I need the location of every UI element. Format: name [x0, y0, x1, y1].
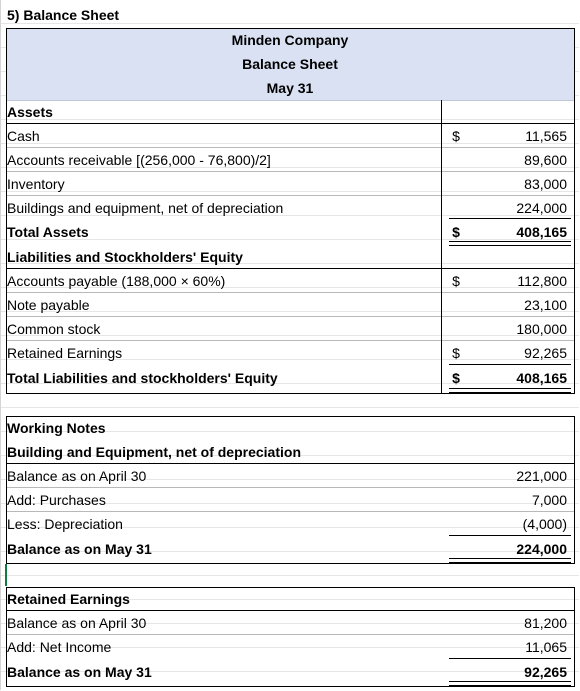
dollar-sign: $ — [452, 224, 460, 240]
section-divider — [6, 268, 574, 269]
row-value: (4,000) — [522, 516, 567, 532]
table-border-top — [6, 28, 574, 29]
table-row[interactable] — [1, 124, 579, 148]
row-label: Cash — [7, 128, 40, 144]
total-liabilities-row[interactable] — [1, 366, 579, 390]
column-divider — [441, 100, 442, 393]
row-value: 11,565 — [525, 128, 567, 144]
row-label: Accounts payable (188,000 × 60%) — [7, 273, 226, 289]
table-row[interactable] — [1, 317, 579, 341]
row-value: 81,200 — [524, 615, 567, 631]
row-value: 83,000 — [524, 176, 567, 192]
working-notes-header: Working Notes — [7, 420, 106, 436]
notes-border-right — [574, 416, 575, 564]
table-row[interactable] — [1, 269, 579, 293]
notes-border-left — [6, 416, 7, 564]
liabilities-header-row[interactable] — [1, 245, 579, 269]
notes-border-top — [6, 416, 574, 417]
assets-header: Assets — [7, 104, 53, 120]
building-header-row[interactable] — [1, 440, 579, 464]
subtotal-underline — [449, 535, 571, 536]
total-value: 224,000 — [516, 541, 567, 557]
total-label: Balance as on May 31 — [7, 664, 152, 680]
dollar-sign: $ — [452, 128, 460, 144]
retained-border-bottom — [6, 686, 574, 687]
row-label: Inventory — [7, 176, 65, 192]
notes-header-divider — [6, 463, 574, 464]
retained-header-row[interactable] — [1, 587, 579, 611]
dollar-sign: $ — [452, 370, 460, 386]
statement-date[interactable]: May 31 — [6, 76, 574, 101]
table-row[interactable] — [1, 488, 579, 512]
sheet-heading: 5) Balance Sheet — [7, 7, 120, 23]
total-value: 408,165 — [516, 370, 567, 386]
row-value: 180,000 — [516, 321, 567, 337]
liabilities-header: Liabilities and Stockholders' Equity — [7, 249, 243, 265]
subtotal-underline — [449, 364, 571, 365]
table-row[interactable] — [1, 341, 579, 365]
retained-header-divider — [6, 610, 574, 611]
dollar-sign: $ — [452, 345, 460, 361]
table-row[interactable] — [1, 635, 579, 659]
subtotal-underline — [449, 218, 571, 219]
active-cell-marker — [5, 564, 7, 586]
table-row[interactable] — [1, 148, 579, 172]
sheet-heading-row[interactable] — [1, 3, 579, 27]
building-header: Building and Equipment, net of depreciation — [7, 444, 301, 460]
total-label: Balance as on May 31 — [7, 541, 152, 557]
total-value: 408,165 — [516, 224, 567, 240]
retained-header: Retained Earnings — [7, 591, 130, 607]
company-name[interactable]: Minden Company — [6, 28, 574, 53]
dollar-sign: $ — [452, 273, 460, 289]
row-label: Add: Net Income — [7, 639, 112, 655]
assets-header-row[interactable] — [1, 100, 579, 124]
row-label: Retained Earnings — [7, 345, 123, 361]
row-label: Less: Depreciation — [7, 516, 123, 532]
row-value: 23,100 — [524, 297, 567, 313]
statement-title[interactable]: Balance Sheet — [6, 52, 574, 77]
table-row[interactable] — [1, 293, 579, 317]
header-divider — [6, 123, 574, 124]
retained-border-left — [6, 587, 7, 687]
table-row[interactable] — [1, 512, 579, 536]
row-value: 7,000 — [531, 492, 567, 508]
row-value: 112,800 — [517, 273, 567, 289]
notes-border-bottom — [6, 563, 574, 564]
total-label: Total Assets — [7, 224, 89, 240]
retained-border-top — [6, 587, 574, 588]
table-row[interactable] — [1, 464, 579, 488]
retained-border-right — [574, 587, 575, 687]
subtotal-underline — [449, 658, 571, 659]
row-label: Accounts receivable [(256,000 - 76,800)/2] — [7, 152, 271, 168]
row-value: 221,000 — [516, 468, 567, 484]
table-row[interactable] — [1, 611, 579, 635]
row-label: Balance as on April 30 — [7, 615, 147, 631]
working-notes-header-row[interactable] — [1, 416, 579, 440]
table-row[interactable] — [1, 172, 579, 196]
table-border-right — [574, 28, 575, 394]
table-row[interactable] — [1, 196, 579, 220]
table-border-left — [6, 28, 7, 394]
row-label: Buildings and equipment, net of depreciation — [7, 200, 284, 216]
row-value: 224,000 — [516, 200, 567, 216]
total-label: Total Liabilities and stockholders' Equity — [7, 370, 278, 386]
row-label: Add: Purchases — [7, 492, 106, 508]
table-border-bottom — [6, 393, 574, 394]
row-value: 92,265 — [524, 345, 567, 361]
row-value: 11,065 — [525, 639, 567, 655]
row-label: Common stock — [7, 321, 101, 337]
row-label: Note payable — [7, 297, 90, 313]
row-value: 89,600 — [524, 152, 567, 168]
row-label: Balance as on April 30 — [7, 468, 147, 484]
total-value: 92,265 — [524, 664, 567, 680]
